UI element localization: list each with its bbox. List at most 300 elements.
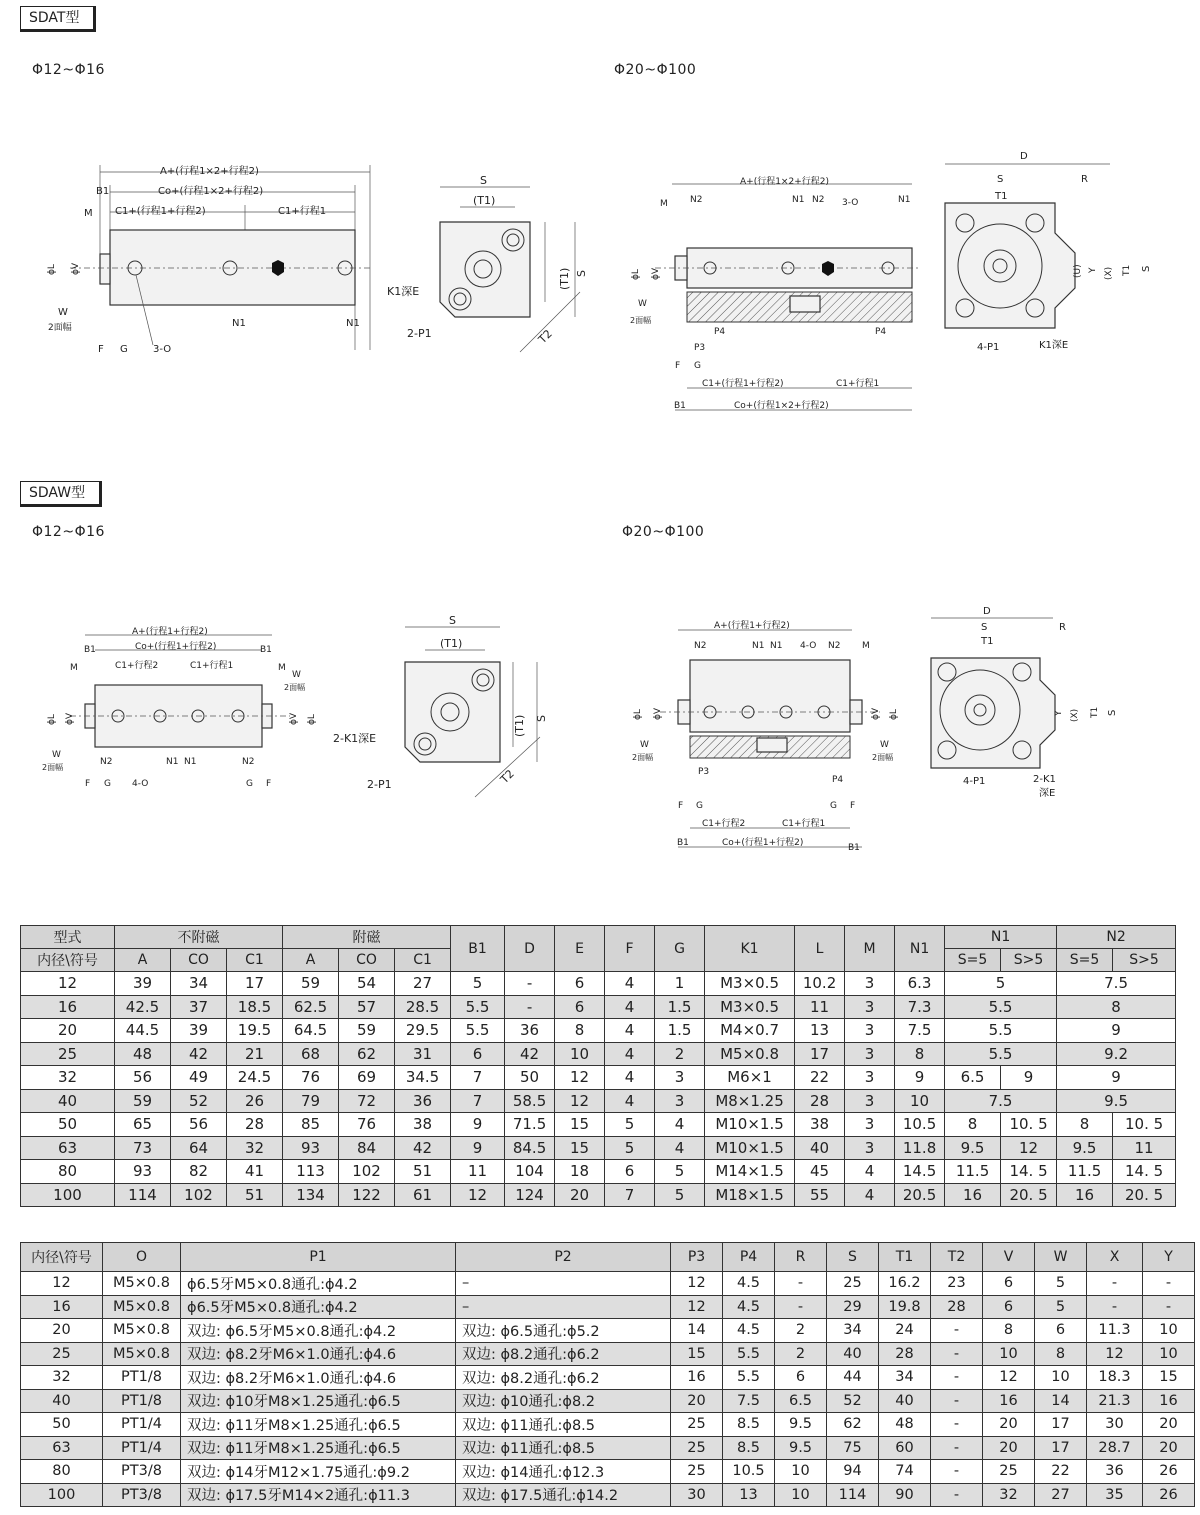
table-cell: 84 [339, 1136, 395, 1160]
table-cell: 6 [1035, 1319, 1087, 1343]
table-cell: 双边: ϕ10牙M8×1.25通孔:ϕ6.5 [181, 1389, 456, 1413]
table-cell: 1.5 [655, 995, 705, 1019]
table-cell: 10 [775, 1483, 827, 1507]
table-cell: - [505, 972, 555, 996]
table-cell: 7.5 [895, 1019, 945, 1043]
table-cell: 93 [115, 1160, 171, 1184]
dim-u: (U) [1073, 264, 1083, 278]
dim-sb: S [1107, 709, 1118, 716]
table-cell: 10. 5 [1001, 1113, 1057, 1137]
table-cell: 5.5 [451, 1019, 505, 1043]
table-cell: 14. 5 [1113, 1160, 1176, 1184]
table-cell: 20 [983, 1413, 1035, 1437]
table-cell: - [1087, 1295, 1143, 1319]
table-cell: M5×0.8 [103, 1319, 181, 1343]
table-cell: 40 [21, 1089, 115, 1113]
table-cell: - [931, 1436, 983, 1460]
header-b1: B1 [451, 926, 505, 972]
table-cell: - [931, 1483, 983, 1507]
table-cell: 6 [983, 1295, 1035, 1319]
table-cell: 17 [1035, 1436, 1087, 1460]
table-cell: 5 [655, 1160, 705, 1184]
table-cell: 7.5 [1057, 972, 1176, 996]
header-p4: P4 [723, 1243, 775, 1272]
table-cell: 76 [339, 1113, 395, 1137]
table-cell: - [775, 1272, 827, 1296]
table-cell: 28 [227, 1113, 283, 1137]
header-c1: C1 [227, 949, 283, 972]
table-cell: 21.3 [1087, 1389, 1143, 1413]
table-cell: 9.5 [775, 1413, 827, 1437]
dim-d: D [1020, 151, 1028, 162]
table-cell: - [505, 995, 555, 1019]
table-row [21, 1272, 1195, 1296]
table-cell: M8×1.25 [705, 1089, 795, 1113]
table-row [21, 1183, 1176, 1207]
table-cell: 39 [115, 972, 171, 996]
dim-m: M [660, 199, 668, 209]
table-cell: 122 [339, 1183, 395, 1207]
table-cell: 12 [555, 1066, 605, 1090]
dim-b1b: B1 [260, 645, 272, 655]
dim-a: A+(行程1×2+行程2) [160, 166, 259, 177]
header-d: D [505, 926, 555, 972]
table-cell: 12 [21, 972, 115, 996]
table-cell: 8 [1057, 1113, 1113, 1137]
table-cell: 7 [605, 1183, 655, 1207]
dim-phil: ϕL [633, 709, 643, 720]
dim-p4: P4 [714, 327, 726, 337]
dim-a: A+(行程1+行程2) [132, 627, 208, 637]
table-cell: 51 [227, 1183, 283, 1207]
table-cell: 3 [845, 995, 895, 1019]
table-cell: 57 [339, 995, 395, 1019]
table-cell: 5.5 [945, 1042, 1057, 1066]
header-c1-mag: C1 [395, 949, 451, 972]
table-cell: 9.5 [1057, 1089, 1176, 1113]
table-cell: 4.5 [723, 1295, 775, 1319]
dim-g: G [696, 801, 703, 811]
table-cell: M5×0.8 [103, 1342, 181, 1366]
dim-phiv: ϕV [653, 707, 663, 720]
table-cell: 3 [845, 972, 895, 996]
table-cell: 20 [1143, 1413, 1195, 1437]
dim-gb: G [246, 779, 253, 789]
dim-c1b: C1+行程1 [836, 379, 880, 389]
dim-c1b: C1+行程1 [782, 819, 826, 829]
table-cell: 双边: ϕ8.2通孔:ϕ6.2 [456, 1366, 671, 1390]
header-bore: 内径\符号 [21, 1243, 103, 1272]
table-cell: 8 [945, 1113, 1001, 1137]
table-cell: 9 [895, 1066, 945, 1090]
table-cell: 100 [21, 1183, 115, 1207]
dim-s: S [449, 614, 456, 627]
dim-b1b: B1 [848, 843, 860, 853]
table-cell: 52 [171, 1089, 227, 1113]
table-cell: PT3/8 [103, 1483, 181, 1507]
table-cell: 25 [21, 1342, 103, 1366]
table-cell: 36 [505, 1019, 555, 1043]
dim-f: F [678, 801, 684, 811]
dim-mb: M [278, 663, 286, 673]
table-cell: 94 [827, 1460, 879, 1484]
dim-g: G [104, 779, 111, 789]
table-cell: M6×1 [705, 1066, 795, 1090]
table-cell: M10×1.5 [705, 1136, 795, 1160]
dim-w: W [640, 740, 649, 750]
table-cell: M4×0.7 [705, 1019, 795, 1043]
header-type: 型式 [21, 926, 115, 949]
table-cell: 21 [227, 1042, 283, 1066]
table-cell: 6 [983, 1272, 1035, 1296]
dim-r: R [1059, 622, 1066, 633]
table-cell: 5 [451, 972, 505, 996]
table-cell: 双边: ϕ8.2牙M6×1.0通孔:ϕ4.6 [181, 1366, 456, 1390]
dim-d: D [983, 606, 991, 617]
table-cell: 9.5 [1057, 1136, 1113, 1160]
table-cell: 6.3 [895, 972, 945, 996]
table-row [21, 1160, 1176, 1184]
dim-b1: B1 [84, 645, 96, 655]
table-cell: 34 [827, 1319, 879, 1343]
table-cell: 8.5 [723, 1413, 775, 1437]
table-cell: 28.5 [395, 995, 451, 1019]
table-cell: 20.5 [895, 1183, 945, 1207]
dim-fb: F [850, 801, 856, 811]
table-cell: 50 [21, 1113, 115, 1137]
dim-t1: T1 [995, 191, 1008, 202]
table-cell: 42.5 [115, 995, 171, 1019]
table-cell: 10 [1143, 1319, 1195, 1343]
table-cell: 25 [671, 1436, 723, 1460]
table-cell: 17 [1035, 1413, 1087, 1437]
dim-s: S [997, 174, 1004, 185]
dimension-table-1 [20, 925, 1176, 1207]
table-cell: 18.5 [227, 995, 283, 1019]
table-cell: M5×0.8 [705, 1042, 795, 1066]
dim-phil: ϕL [47, 714, 57, 725]
table-cell: 64.5 [283, 1019, 339, 1043]
dim-t1b: T1 [1122, 264, 1132, 276]
table-cell: 4 [845, 1160, 895, 1184]
table-cell: 18.3 [1087, 1366, 1143, 1390]
table-cell: 5.5 [723, 1366, 775, 1390]
table-cell: 11.5 [1057, 1160, 1113, 1184]
table-cell: 双边: ϕ17.5牙M14×2通孔:ϕ11.3 [181, 1483, 456, 1507]
table-cell: 15 [671, 1342, 723, 1366]
dim-port: 4-O [132, 779, 149, 789]
header-n1: N1 [895, 926, 945, 972]
table-cell: 20 [21, 1019, 115, 1043]
header-x: X [1087, 1243, 1143, 1272]
dim-g: G [694, 361, 701, 371]
dim-n1b: N1 [898, 195, 911, 205]
table-cell: 80 [21, 1160, 115, 1184]
table-cell: 16.2 [879, 1272, 931, 1296]
dim-co: Co+(行程1×2+行程2) [158, 186, 264, 197]
dim-t1p: (T1) [473, 194, 496, 207]
dimension-table-2 [20, 1242, 1195, 1507]
table-row [21, 1019, 1176, 1043]
table-cell: 34.5 [395, 1066, 451, 1090]
dim-n1: N1 [166, 757, 179, 767]
table-cell: 5.5 [723, 1342, 775, 1366]
table-cell: 3 [845, 1019, 895, 1043]
table-cell: 12 [1001, 1136, 1057, 1160]
table-cell: 36 [1087, 1460, 1143, 1484]
table-cell: 56 [115, 1066, 171, 1090]
table-cell: 51 [395, 1160, 451, 1184]
table-cell: 11 [795, 995, 845, 1019]
table-cell: 8 [1057, 995, 1176, 1019]
table-cell: 71.5 [505, 1113, 555, 1137]
table-cell: 4.5 [723, 1272, 775, 1296]
table-cell: 9 [1001, 1066, 1057, 1090]
sdat-model-tag: SDAT型 [20, 6, 96, 32]
table-cell: 9.5 [775, 1436, 827, 1460]
table-cell: 10.5 [723, 1460, 775, 1484]
table-cell: PT1/4 [103, 1436, 181, 1460]
table-cell: 20 [555, 1183, 605, 1207]
table-cell: PT1/8 [103, 1366, 181, 1390]
table-cell: 10 [1143, 1342, 1195, 1366]
dim-k1: 2-K1深E [333, 732, 377, 745]
table-cell: 74 [879, 1460, 931, 1484]
table-cell: 40 [21, 1389, 103, 1413]
table-cell: 16 [1057, 1183, 1113, 1207]
table-cell: 22 [1035, 1460, 1087, 1484]
table-cell: 65 [115, 1113, 171, 1137]
table-cell: 58.5 [505, 1089, 555, 1113]
table-cell: 59 [283, 972, 339, 996]
table-cell: 50 [505, 1066, 555, 1090]
table-cell: 双边: ϕ8.2牙M6×1.0通孔:ϕ4.6 [181, 1342, 456, 1366]
table-cell: 27 [1035, 1483, 1087, 1507]
table-cell: 44.5 [115, 1019, 171, 1043]
dim-sb: S [1141, 265, 1152, 272]
dim-c1b: C1+行程1 [190, 661, 234, 671]
sdaw-small-end-view [325, 612, 550, 802]
header-bore: 内径\符号 [21, 949, 115, 972]
table-cell: 9.5 [945, 1136, 1001, 1160]
table-cell: 14. 5 [1001, 1160, 1057, 1184]
table-cell: 14 [1035, 1389, 1087, 1413]
dim-g: G [120, 344, 128, 355]
table-cell: 17 [227, 972, 283, 996]
table-cell: 双边: ϕ11通孔:ϕ8.5 [456, 1436, 671, 1460]
table-cell: 29 [827, 1295, 879, 1319]
table-cell: 3 [655, 1089, 705, 1113]
table-cell: 9 [1057, 1019, 1176, 1043]
dim-c1a: C1+行程2 [702, 819, 746, 829]
table-cell: 12 [21, 1272, 103, 1296]
table-cell: 38 [795, 1113, 845, 1137]
dim-philb: ϕL [889, 709, 899, 720]
dim-n2b: N2 [828, 641, 841, 651]
table-cell: 6.5 [945, 1066, 1001, 1090]
table-cell: 16 [1143, 1389, 1195, 1413]
dim-phivb: ϕV [871, 707, 881, 720]
table-cell: 45 [795, 1160, 845, 1184]
dim-n2: N2 [694, 641, 707, 651]
header-l: L [795, 926, 845, 972]
table-cell: 4 [605, 1042, 655, 1066]
table-cell: 23 [931, 1272, 983, 1296]
dim-w: W [58, 307, 68, 318]
table-cell: 113 [283, 1160, 339, 1184]
header-mag: 附磁 [283, 926, 451, 949]
table-cell: M18×1.5 [705, 1183, 795, 1207]
table-cell: 4 [605, 1089, 655, 1113]
header-g: G [655, 926, 705, 972]
table-cell: 16 [21, 995, 115, 1019]
dim-phil: ϕL [47, 264, 57, 275]
table-cell: 20 [983, 1436, 1035, 1460]
dim-w2: 2面幅 [48, 323, 72, 333]
sdat-large-bore-range: Φ20~Φ100 [614, 62, 697, 78]
table-row [21, 1042, 1176, 1066]
header-n1-sg5: S>5 [1001, 949, 1057, 972]
table-cell: M14×1.5 [705, 1160, 795, 1184]
sdat-small-side-view [40, 150, 390, 365]
table-cell: 9 [1057, 1066, 1176, 1090]
table-cell: M5×0.8 [103, 1295, 181, 1319]
header-nonmag: 不附磁 [115, 926, 283, 949]
dim-phiv: ϕV [71, 262, 81, 275]
table-cell: 93 [283, 1136, 339, 1160]
dim-s2: S [535, 715, 548, 722]
table-cell: 双边: ϕ14通孔:ϕ12.3 [456, 1460, 671, 1484]
table-cell: 62 [339, 1042, 395, 1066]
table-cell: 4 [605, 1066, 655, 1090]
sdaw-model-tag: SDAW型 [20, 481, 102, 507]
table-cell: 4 [845, 1183, 895, 1207]
dim-n1b: N1 [346, 318, 360, 329]
table-cell: 1.5 [655, 1019, 705, 1043]
table-cell: 2 [775, 1319, 827, 1343]
table-cell: 双边: ϕ11牙M8×1.25通孔:ϕ6.5 [181, 1413, 456, 1437]
table-cell: 37 [171, 995, 227, 1019]
table-cell: 5 [605, 1136, 655, 1160]
header-a-mag: A [283, 949, 339, 972]
table-cell: 35 [1087, 1483, 1143, 1507]
table-cell: 8 [983, 1319, 1035, 1343]
table-cell: 3 [845, 1136, 895, 1160]
table-cell: 12 [451, 1183, 505, 1207]
table-cell: M3×0.5 [705, 995, 795, 1019]
table-cell: 5 [605, 1113, 655, 1137]
table-cell: 2 [775, 1342, 827, 1366]
table-cell: 7 [451, 1089, 505, 1113]
dim-n1b: N1 [770, 641, 783, 651]
sdaw-small-bore-range: Φ12~Φ16 [32, 524, 105, 540]
table-cell: 29.5 [395, 1019, 451, 1043]
table-cell: 40 [827, 1342, 879, 1366]
table-cell: 12 [1087, 1342, 1143, 1366]
table-cell: 6 [555, 972, 605, 996]
table-cell: 32 [983, 1483, 1035, 1507]
table-cell: 114 [827, 1483, 879, 1507]
dim-co: Co+(行程1+行程2) [722, 838, 804, 848]
dim-t1p: (T1) [440, 637, 463, 650]
table-cell: 61 [395, 1183, 451, 1207]
table-cell: 14.5 [895, 1160, 945, 1184]
table-row [21, 995, 1176, 1019]
table-cell: - [931, 1342, 983, 1366]
table-cell: - [931, 1413, 983, 1437]
table-cell: 28.7 [1087, 1436, 1143, 1460]
table-cell: 19.5 [227, 1019, 283, 1043]
header-n2-s5: S=5 [1057, 949, 1113, 972]
table-row [21, 1089, 1176, 1113]
table-cell: 4 [605, 972, 655, 996]
table-cell: 55 [795, 1183, 845, 1207]
table-row [21, 1460, 1195, 1484]
dim-a: A+(行程1×2+行程2) [740, 177, 829, 187]
sdat-large-side-view [630, 168, 925, 418]
table-cell: 5.5 [945, 995, 1057, 1019]
table-cell: 28 [931, 1295, 983, 1319]
table-cell: 68 [283, 1042, 339, 1066]
table-cell: M5×0.8 [103, 1272, 181, 1296]
table-cell: 3 [655, 1066, 705, 1090]
dim-t2: T2 [497, 767, 517, 787]
table-cell: 4 [655, 1113, 705, 1137]
table-cell: 10 [1035, 1366, 1087, 1390]
table-cell: 20 [671, 1389, 723, 1413]
dim-phiv: ϕV [651, 267, 661, 280]
table-cell: 38 [395, 1113, 451, 1137]
dim-k1b: 深E [1039, 788, 1056, 799]
dim-t2: T2 [535, 327, 555, 347]
table-cell: 20 [1143, 1436, 1195, 1460]
dim-p4b: P4 [875, 327, 887, 337]
dim-f: F [675, 361, 681, 371]
table-cell: 7.3 [895, 995, 945, 1019]
table-cell: 20 [21, 1319, 103, 1343]
table-cell: 34 [171, 972, 227, 996]
table-cell: 9.2 [1057, 1042, 1176, 1066]
dim-m: M [70, 663, 78, 673]
table-cell: 5 [1035, 1295, 1087, 1319]
table-cell: - [931, 1366, 983, 1390]
table-cell: 7 [451, 1066, 505, 1090]
table-cell: 40 [879, 1389, 931, 1413]
table-cell: 双边: ϕ17.5通孔:ϕ14.2 [456, 1483, 671, 1507]
table-cell: - [1143, 1272, 1195, 1296]
table-cell: 79 [283, 1089, 339, 1113]
table-cell: 13 [723, 1483, 775, 1507]
dim-n1: N1 [752, 641, 765, 651]
table-cell: ϕ6.5牙M5×0.8通孔:ϕ4.2 [181, 1272, 456, 1296]
table-cell: 15 [1143, 1366, 1195, 1390]
table-cell: 36 [395, 1089, 451, 1113]
table-cell: 76 [283, 1066, 339, 1090]
table-cell: 25 [671, 1413, 723, 1437]
table-cell: 50 [21, 1413, 103, 1437]
table-cell: 42 [395, 1136, 451, 1160]
table-cell: 59 [115, 1089, 171, 1113]
header-k1: K1 [705, 926, 795, 972]
header-n1-s5: S=5 [945, 949, 1001, 972]
table-cell: 双边: ϕ10通孔:ϕ8.2 [456, 1389, 671, 1413]
table-cell: - [775, 1295, 827, 1319]
table-cell: 102 [339, 1160, 395, 1184]
header-p3: P3 [671, 1243, 723, 1272]
table-cell: 60 [879, 1436, 931, 1460]
sdat-small-bore-range: Φ12~Φ16 [32, 62, 105, 78]
dim-f: F [98, 344, 104, 355]
